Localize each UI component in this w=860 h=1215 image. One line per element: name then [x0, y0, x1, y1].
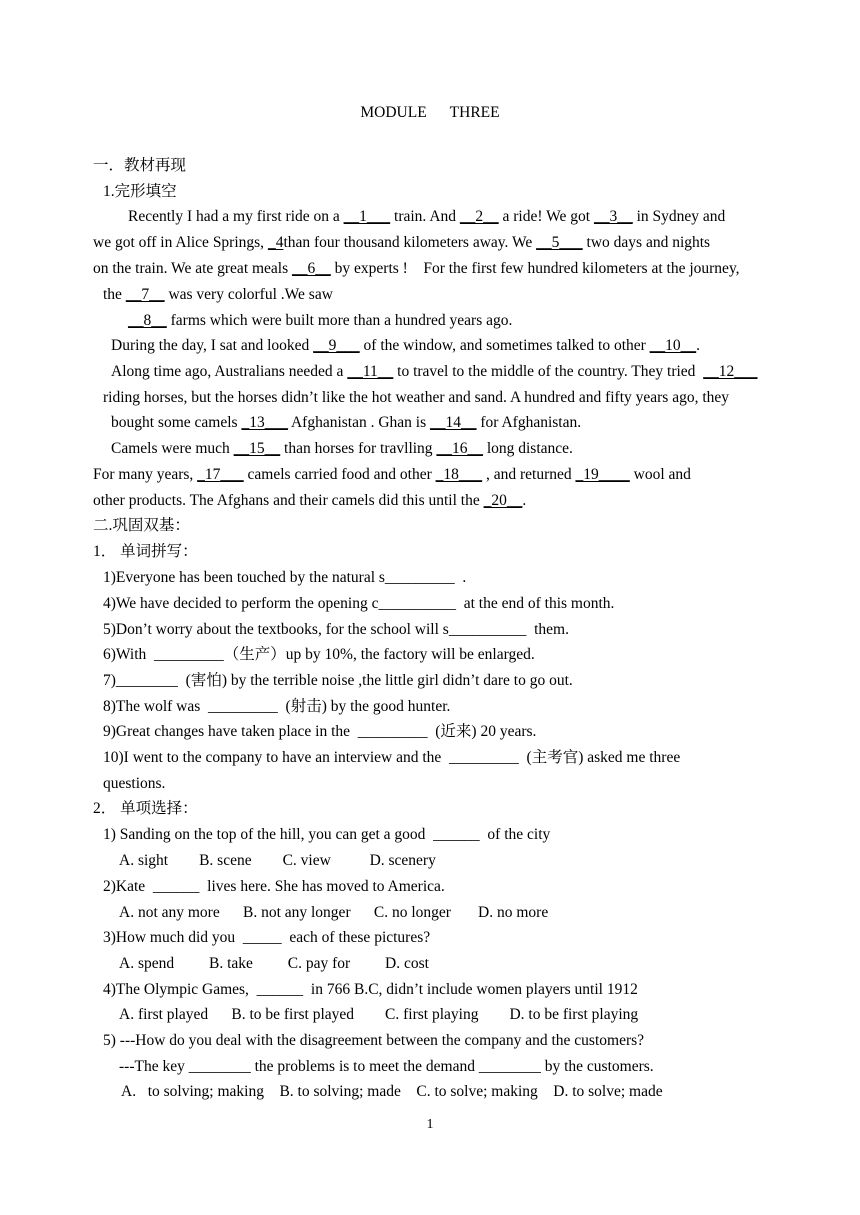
spelling-item: 9)Great changes have taken place in the _________ (近来) 20 years. [103, 723, 537, 740]
blank: _18___ [435, 466, 483, 483]
blank: __15__ [233, 440, 281, 457]
options: A. sight B. scene C. view D. scenery [119, 852, 436, 869]
blank: __5___ [536, 234, 583, 251]
blank: __10__ [649, 337, 697, 354]
blank: __9___ [313, 337, 360, 354]
blank: __2__ [459, 208, 499, 225]
options: A. first played B. to be first played C. first playing D. to be first playing [119, 1006, 639, 1023]
cloze-line: Recently I had a my first ride on a __1___ train. And __2__ a ride! We got __3__ in Sydney and [128, 208, 726, 225]
spelling-item: 1)Everyone has been touched by the natural s_________ . [103, 569, 467, 586]
cloze-heading: 1.完形填空 [103, 183, 177, 200]
blank: _19____ [575, 466, 630, 483]
section-one-heading: 一．教材再现 [93, 157, 187, 174]
page-title: MODULE THREE [360, 104, 500, 121]
cloze-line: on the train. We ate great meals __6__ by experts ! For the first few hundred kilometers at the journey, [93, 260, 740, 277]
blank: __16__ [436, 440, 483, 457]
blank: __8__ [128, 312, 167, 329]
spelling-item: questions. [103, 775, 166, 792]
options: A. not any more B. not any longer C. no longer D. no more [119, 904, 549, 921]
cloze-line: __8__ farms which were built more than a hundred years ago. [128, 312, 513, 329]
blank: __14__ [430, 414, 477, 431]
spelling-item: 8)The wolf was _________ (射击) by the good hunter. [103, 698, 451, 715]
cloze-line: other products. The Afghans and their camels did this until the _20__. [93, 492, 527, 509]
page-number: 1 [426, 1117, 434, 1132]
cloze-line: we got off in Alice Springs, _4than four thousand kilometers away. We __5___ two days and nights [93, 234, 711, 251]
blank: __12___ [703, 363, 758, 380]
blank: __11__ [347, 363, 394, 380]
blank: _20__ [483, 492, 523, 509]
question: ---The key ________ the problems is to meet the demand ________ by the customers. [119, 1058, 654, 1075]
cloze-line: For many years, _17___ camels carried food and other _18___ , and returned _19____ wool and [93, 466, 691, 483]
question: 2)Kate ______ lives here. She has moved to America. [103, 878, 445, 895]
question: 5) ---How do you deal with the disagreement between the company and the customers? [103, 1032, 645, 1049]
blank: _13___ [241, 414, 288, 431]
blank: __7__ [125, 286, 165, 303]
spelling-item: 10)I went to the company to have an interview and the _________ (主考官) asked me three [103, 749, 681, 766]
cloze-line: During the day, I sat and looked __9___ of the window, and sometimes talked to other __10__. [111, 337, 701, 354]
blank: _17___ [197, 466, 244, 483]
spelling-item: 5)Don’t worry about the textbooks, for the school will s__________ them. [103, 621, 569, 638]
spelling-item: 7)________ (害怕) by the terrible noise ,the little girl didn’t dare to go out. [103, 672, 573, 689]
question: 4)The Olympic Games, ______ in 766 B.C, didn’t include women players until 1912 [103, 981, 638, 998]
options: A. to solving; making B. to solving; made C. to solve; making D. to solve; made [121, 1083, 663, 1100]
cloze-line: Camels were much __15__ than horses for travlling __16__ long distance. [111, 440, 573, 457]
spelling-item: 6)With _________（生产）up by 10%, the factory will be enlarged. [103, 646, 535, 663]
blank: __3__ [593, 208, 633, 225]
blank: __1___ [343, 208, 391, 225]
cloze-line: Along time ago, Australians needed a __11__ to travel to the middle of the country. They tried __12___ [111, 363, 758, 380]
blank: __6__ [292, 260, 331, 277]
blank: _4 [267, 234, 284, 251]
question: 3)How much did you _____ each of these pictures? [103, 929, 431, 946]
cloze-line: bought some camels _13___ Afghanistan . Ghan is __14__ for Afghanistan. [111, 414, 582, 431]
section-two-heading: 二.巩固双基： [93, 517, 190, 534]
choice-heading: 2． 单项选择： [93, 800, 198, 817]
question: 1) Sanding on the top of the hill, you can get a good ______ of the city [103, 826, 551, 843]
cloze-line: the __7__ was very colorful .We saw [103, 286, 333, 303]
spelling-heading: 1． 单词拼写： [93, 543, 198, 560]
cloze-line: riding horses, but the horses didn’t like the hot weather and sand. A hundred and fifty years ago, they [103, 389, 730, 406]
spelling-item: 4)We have decided to perform the opening c__________ at the end of this month. [103, 595, 615, 612]
options: A. spend B. take C. pay for D. cost [119, 955, 429, 972]
